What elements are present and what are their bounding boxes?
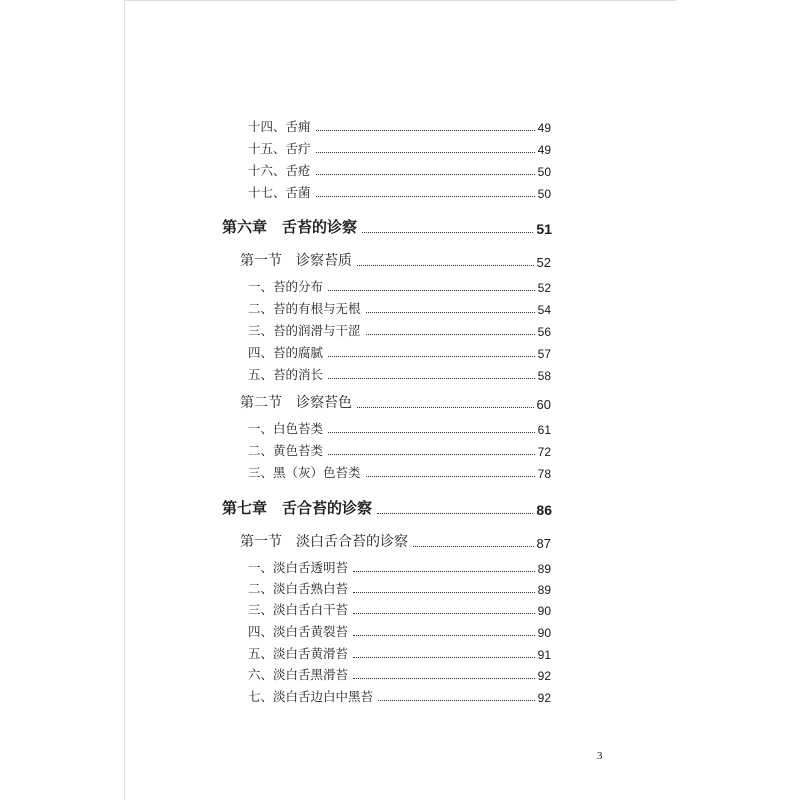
toc-entry-page: 58 [537,369,551,383]
toc-entry-page: 92 [537,669,551,683]
toc-leader [316,130,535,131]
toc-entry-page: 91 [537,648,551,662]
toc-leader [353,571,535,572]
toc-entry[interactable] [248,117,551,135]
toc-entry-label: 三、苔的润滑与干涩 [248,323,361,338]
toc-entry-page: 50 [537,165,551,179]
toc-entry-label: 三、黑（灰）色苔类 [248,465,361,480]
toc-section[interactable] [240,392,551,412]
toc-entry-label: 五、苔的消长 [248,367,324,382]
toc-leader [366,312,535,313]
toc-entry[interactable] [248,277,551,295]
page-number: 3 [597,750,603,762]
toc-leader [413,546,534,547]
toc-leader [366,476,535,477]
toc-entry[interactable] [248,161,551,179]
toc-entry[interactable] [248,665,551,683]
toc-entry[interactable] [248,644,551,662]
toc-entry-page: 57 [537,347,551,361]
toc-entry-page: 50 [537,187,551,201]
toc-leader [328,432,535,433]
toc-entry-page: 89 [537,562,551,576]
toc-entry[interactable] [248,419,551,437]
toc-entry-label: 十六、舌疮 [248,163,311,178]
toc-chapter-page: 86 [536,502,552,518]
toc-entry[interactable] [248,183,551,201]
toc-entry-label: 十四、舌痈 [248,119,311,134]
toc-entry-page: 49 [537,143,551,157]
toc-section-page: 60 [536,397,551,412]
toc-entry-page: 52 [537,281,551,295]
toc-entry-page: 90 [537,604,551,618]
toc-entry[interactable] [248,365,551,383]
toc-section-page: 52 [536,255,551,270]
toc-leader [316,152,535,153]
toc-entry-label: 四、淡白舌黄裂苔 [248,624,349,639]
toc-entry-label: 十五、舌疔 [248,141,311,156]
toc-entry[interactable] [248,321,551,339]
toc-leader [353,635,535,636]
toc-entry-label: 六、淡白舌黑滑苔 [248,667,349,682]
toc-leader [378,700,535,701]
toc-entry-page: 61 [537,423,551,437]
toc-entry-page: 56 [537,325,551,339]
toc-entry[interactable] [248,687,551,705]
toc-entry-label: 二、淡白舌熟白苔 [248,581,349,596]
toc-entry-page: 90 [537,626,551,640]
toc-entry[interactable] [248,299,551,317]
toc-entry-page: 89 [537,583,551,597]
toc-section-page: 87 [536,536,551,551]
toc-section-label: 第二节 诊察苔色 [240,395,352,411]
toc-leader [353,678,535,679]
toc-leader [328,454,535,455]
toc-section[interactable] [240,250,551,270]
toc-leader [316,196,535,197]
toc-leader [353,592,535,593]
toc-entry[interactable] [248,558,551,576]
toc-leader [316,174,535,175]
toc-entry-page: 92 [537,691,551,705]
toc-chapter-page: 51 [536,221,552,237]
toc-chapter[interactable] [222,216,552,237]
toc-entry[interactable] [248,600,551,618]
toc-leader [328,378,535,379]
toc-leader [357,265,534,266]
toc-entry-label: 一、苔的分布 [248,279,324,294]
toc-chapter-label: 第六章 舌苔的诊察 [222,218,358,236]
toc-entry-page: 49 [537,121,551,135]
toc-leader [328,290,535,291]
toc-entry-label: 一、淡白舌透明苔 [248,560,349,575]
toc-entry-label: 十七、舌菌 [248,185,311,200]
toc-leader [366,334,535,335]
toc-entry-label: 一、白色苔类 [248,421,324,436]
toc-leader [377,513,533,514]
toc-leader [328,356,535,357]
toc-entry[interactable] [248,343,551,361]
toc-entry-label: 二、苔的有根与无根 [248,301,361,316]
toc-entry[interactable] [248,139,551,157]
toc-entry-page: 78 [537,467,551,481]
toc-chapter-label: 第七章 舌合苔的诊察 [222,499,373,517]
toc-entry-page: 54 [537,303,551,317]
toc-entry-label: 七、淡白舌边白中黑苔 [248,689,374,704]
toc-entry-label: 三、淡白舌白干苔 [248,602,349,617]
toc-entry-page: 72 [537,445,551,459]
toc-section-label: 第一节 诊察苔质 [240,253,352,269]
toc-entry[interactable] [248,579,551,597]
toc-section[interactable] [240,531,551,551]
toc-entry-label: 五、淡白舌黄滑苔 [248,646,349,661]
toc-leader [362,232,533,233]
toc-entry-label: 四、苔的腐腻 [248,345,324,360]
toc-leader [353,657,535,658]
toc-entry[interactable] [248,441,551,459]
toc-chapter[interactable] [222,497,552,518]
toc-section-label: 第一节 淡白舌合苔的诊察 [240,534,408,550]
toc-entry-label: 二、黄色苔类 [248,443,324,458]
toc-entry[interactable] [248,622,551,640]
toc-leader [353,613,535,614]
toc-entry[interactable] [248,463,551,481]
toc-leader [357,407,534,408]
